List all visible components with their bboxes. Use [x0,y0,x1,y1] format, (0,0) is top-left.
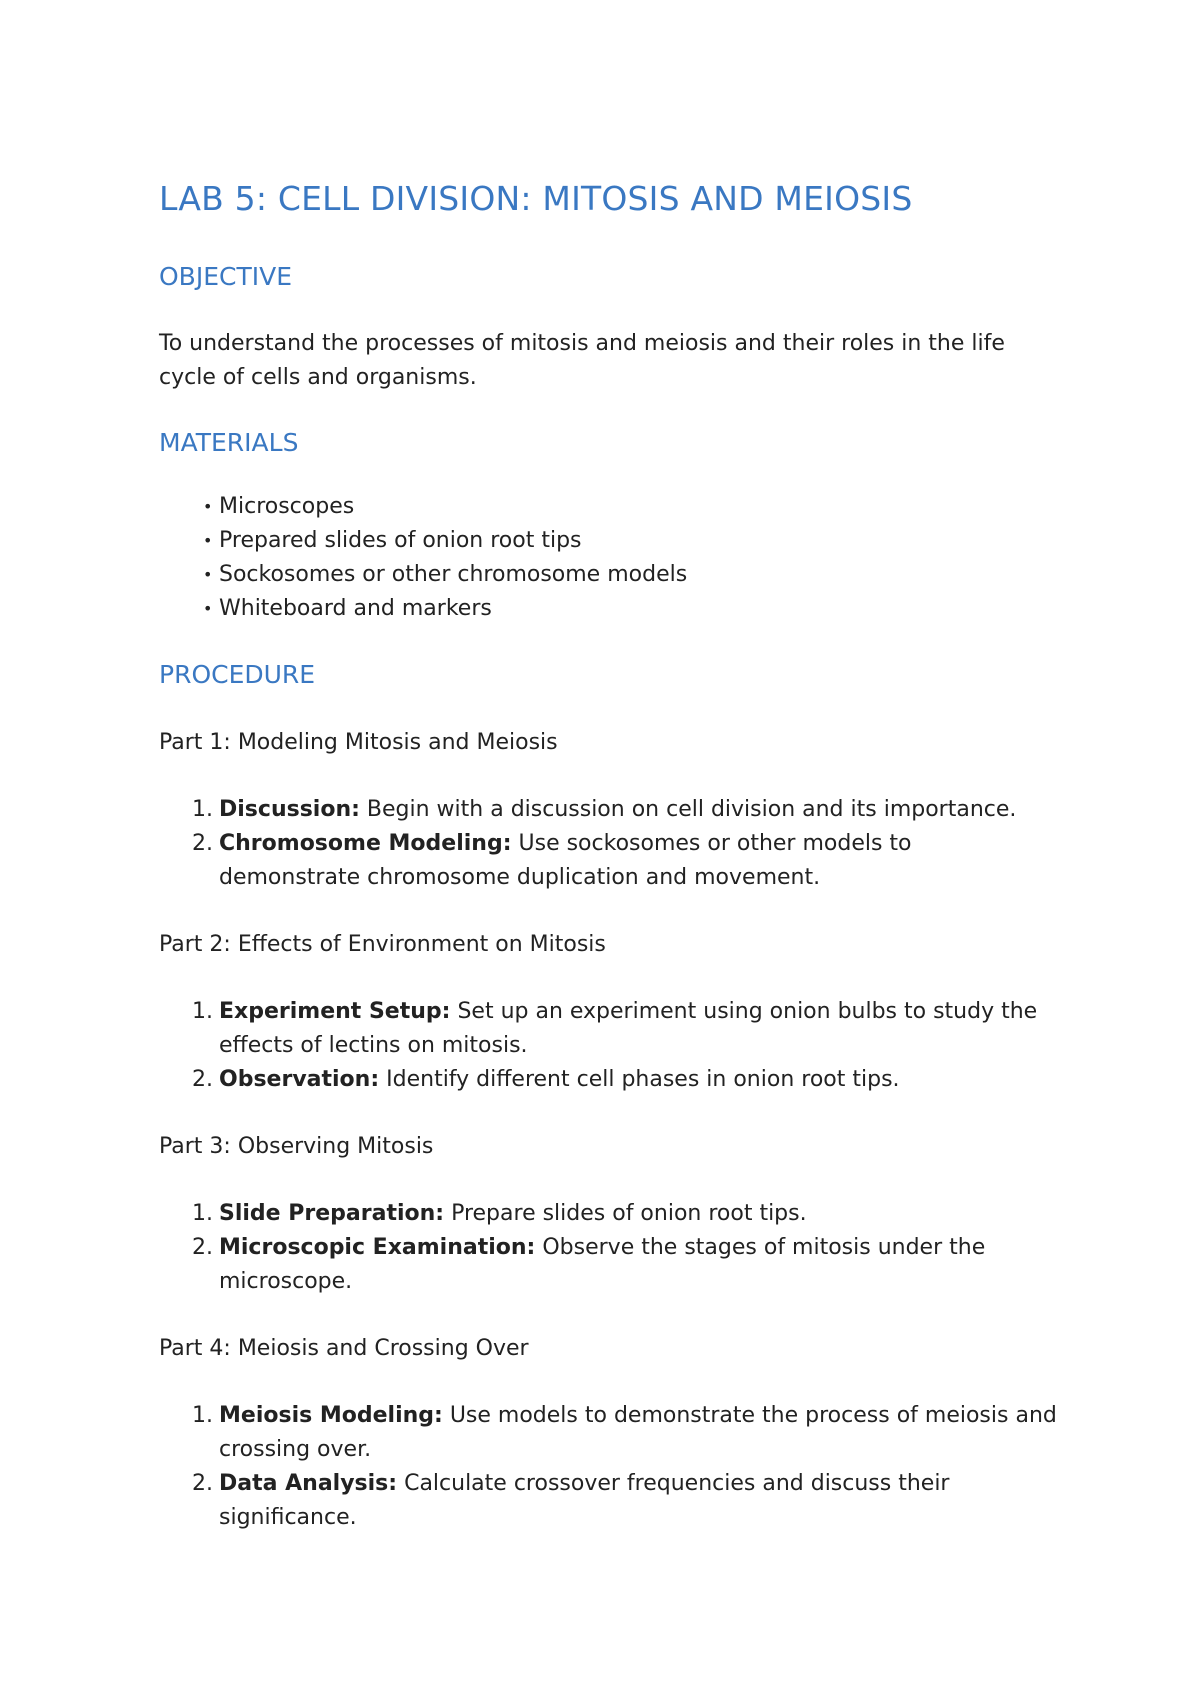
step-text: Calculate crossover frequencies and discuss their significance. [219,1471,950,1530]
step-label: Meiosis Modeling: [219,1403,443,1428]
step-item: 2. Observation: Identify different cell phases in onion root tips. [192,1067,900,1092]
materials-list-item: • Microscopes [159,490,687,524]
bullet-icon: • [203,565,213,584]
materials-list-item: • Sockosomes or other chromosome models [159,558,687,592]
materials-list [159,490,687,626]
step-text: Use sockosomes or other models to demonstrate chromosome duplication and movement. [219,831,912,890]
objective-text: To understand the processes of mitosis and meiosis and their roles in the life cycle of cells and organisms. [159,331,1005,390]
step-item: 1. Discussion: Begin with a discussion on cell division and its importance. [192,797,1017,822]
step-text: Observe the stages of mitosis under the microscope. [219,1235,986,1294]
step-label: Experiment Setup: [219,999,451,1024]
step-label: Data Analysis: [219,1471,398,1496]
part-title: Part 1: Modeling Mitosis and Meiosis [159,730,558,755]
step-item: 2. Chromosome Modeling: Use sockosomes or other models to demonstrate chromosome duplication and movement. [192,831,912,890]
bullet-icon: • [203,531,213,550]
step-list [159,793,1059,895]
step-label: Observation: [219,1067,380,1092]
step-label: Chromosome Modeling: [219,831,512,856]
step-item: 1. Slide Preparation: Prepare slides of onion root tips. [192,1201,807,1226]
procedure-heading: PROCEDURE [159,660,316,689]
step-item: 1. Meiosis Modeling: Use models to demonstrate the process of meiosis and crossing over. [192,1403,1057,1462]
step-item: 2. Microscopic Examination: Observe the stages of mitosis under the microscope. [192,1235,986,1294]
bullet-icon: • [203,497,213,516]
step-text: Prepare slides of onion root tips. [451,1201,807,1226]
materials-heading: MATERIALS [159,428,299,457]
objective-heading: OBJECTIVE [159,262,292,291]
step-label: Discussion: [219,797,360,822]
step-text: Identify different cell phases in onion root tips. [386,1067,900,1092]
page-title: LAB 5: CELL DIVISION: MITOSIS AND MEIOSIS [159,179,913,218]
materials-list-item: • Prepared slides of onion root tips [159,524,687,558]
step-list [159,1399,1059,1535]
bullet-icon: • [203,599,213,618]
part-title: Part 3: Observing Mitosis [159,1134,434,1159]
step-text: Begin with a discussion on cell division and its importance. [366,797,1017,822]
step-text: Use models to demonstrate the process of meiosis and crossing over. [219,1403,1057,1462]
part-title: Part 4: Meiosis and Crossing Over [159,1336,529,1361]
step-list [159,995,1059,1097]
step-label: Slide Preparation: [219,1201,445,1226]
part-title: Part 2: Effects of Environment on Mitosis [159,932,606,957]
materials-list-item: • Whiteboard and markers [159,592,687,626]
step-item: 1. Experiment Setup: Set up an experiment using onion bulbs to study the effects of lectins on mitosis. [192,999,1038,1058]
step-item: 2. Data Analysis: Calculate crossover frequencies and discuss their significance. [192,1471,950,1530]
step-list [159,1197,1059,1299]
step-label: Microscopic Examination: [219,1235,536,1260]
step-text: Set up an experiment using onion bulbs to study the effects of lectins on mitosis. [219,999,1038,1058]
